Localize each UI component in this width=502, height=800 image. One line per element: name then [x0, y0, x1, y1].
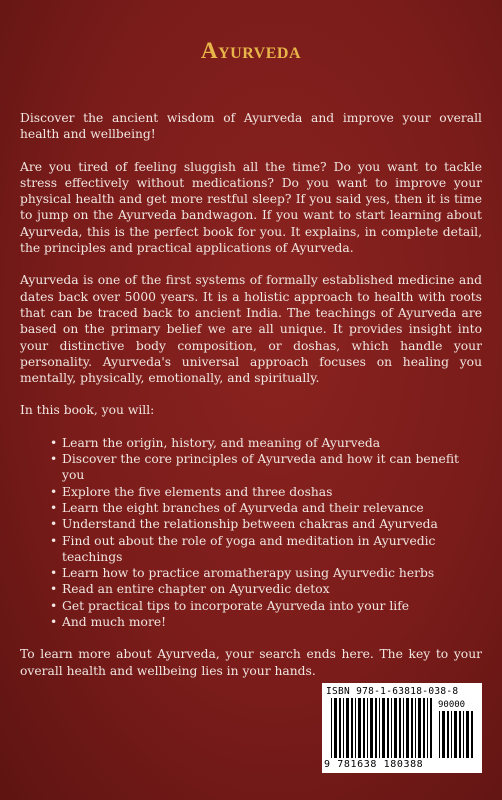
- list-item: • Learn the eight branches of Ayurveda and their relevance: [50, 500, 482, 516]
- list-intro: In this book, you will:: [20, 403, 155, 418]
- isbn-number: ISBN 978-1-63818-038-8: [326, 686, 459, 697]
- list-item: • Get practical tips to incorporate Ayurveda into your life: [50, 598, 482, 614]
- list-item: • And much more!: [50, 614, 482, 630]
- barcode-supplement-bars: [438, 711, 476, 758]
- list-item: • Read an entire chapter on Ayurvedic detox: [50, 581, 482, 597]
- list-item: • Explore the five elements and three doshas: [50, 484, 482, 500]
- questions-paragraph: Are you tired of feeling sluggish all the time? Do you want to tackle stress effectively without medications? Do you want to improve your physical health and get more restful sleep? If you said yes, then it is time to jump on the Ayurveda bandwagon. If you want to start learning about Ayurveda, this is the perfect book for you. It explains, in complete detail, the principles and practical applications of Ayurveda.: [20, 159, 482, 256]
- list-item: • Find out about the role of yoga and meditation in Ayurvedic teachings: [50, 533, 482, 566]
- history-paragraph: Ayurveda is one of the first systems of formally established medicine and dates back over 5000 years. It is a holistic approach to health with roots that can be traced back to ancient India. The teachings of Ayurveda are based on the primary belief we are all unique. It provides insight into your distinctive body composition, or doshas, which handle your personality. Ayurveda's universal approach focuses on healing you mentally, physically, emotionally, and spiritually.: [20, 273, 482, 386]
- isbn-barcode: [322, 683, 482, 773]
- book-title: Ayurveda: [200, 38, 302, 63]
- list-item: • Learn how to practice aromatherapy using Ayurvedic herbs: [50, 565, 482, 581]
- barcode-digits: 9 781638 180388: [324, 759, 424, 770]
- list-item: • Learn the origin, history, and meaning of Ayurveda: [50, 435, 482, 451]
- blurb: [20, 110, 482, 695]
- list-item: • Understand the relationship between chakras and Ayurveda: [50, 516, 482, 532]
- price-code: 90000: [438, 700, 466, 710]
- closing-paragraph: To learn more about Ayurveda, your search ends here. The key to your overall health and wellbeing lies in your hands.: [20, 647, 482, 678]
- list-item: • Discover the core principles of Ayurveda and how it can benefit you: [50, 451, 482, 484]
- feature-list: [20, 435, 482, 631]
- intro-paragraph: Discover the ancient wisdom of Ayurveda and improve your overall health and wellbeing!: [20, 111, 482, 142]
- barcode-bars: [330, 698, 432, 758]
